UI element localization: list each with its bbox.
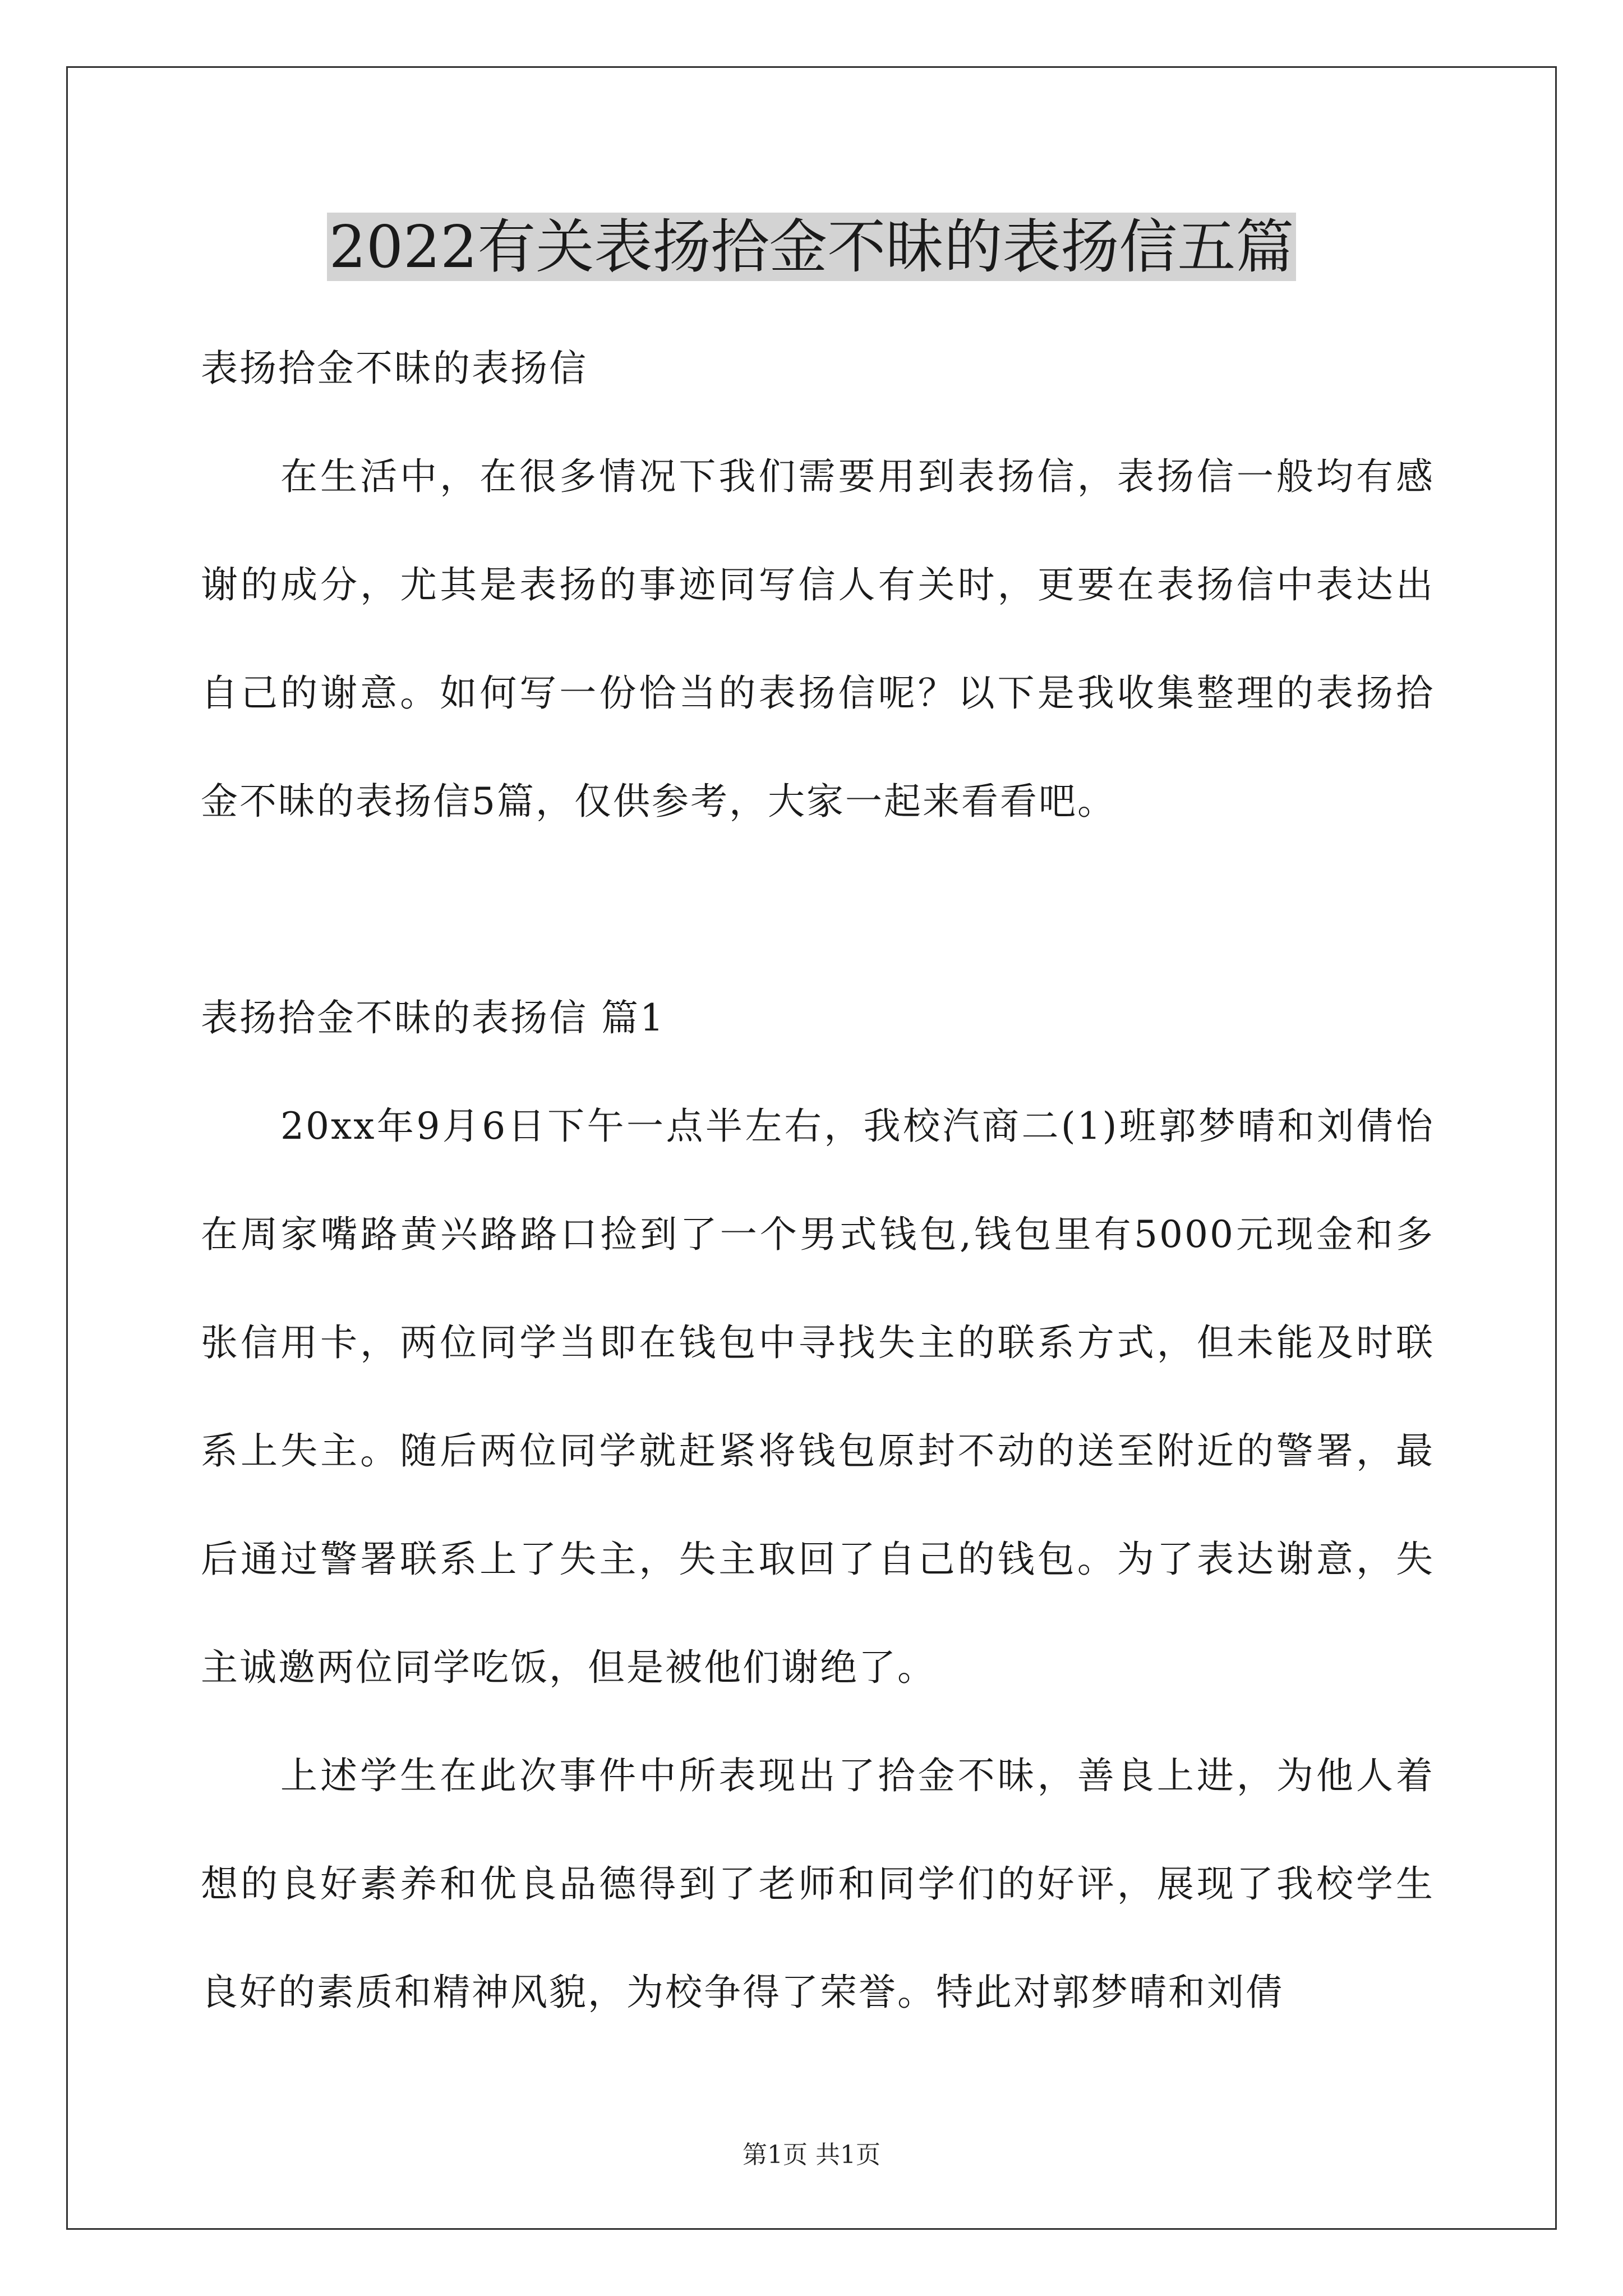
section1-heading: 表扬拾金不昧的表扬信 篇1 <box>201 996 665 1039</box>
intro-heading: 表扬拾金不昧的表扬信 <box>201 347 588 390</box>
document-body <box>201 314 1435 2046</box>
section1-paragraph-1: 20xx年9月6日下午一点半左右，我校汽商二(1)班郭梦晴和刘倩怡在周家嘴路黄兴路路口捡到了一个男式钱包,钱包里有5000元现金和多张信用卡，两位同学当即在钱包中寻找失主的联系方式，但未能及时联系上失主。随后两位同学就赶紧将钱包原封不动的送至附近的警署，最后通过警署联系上了失主，失主取回了自己的钱包。为了表达谢意，失主诚邀两位同学吃饭，但是被他们谢绝了。 <box>201 1105 1435 1689</box>
document-title <box>0 208 1623 286</box>
page-footer: 第1页 共1页 <box>743 2141 880 2169</box>
section1-paragraph-2: 上述学生在此次事件中所表现出了拾金不昧，善良上进，为他人着想的良好素养和优良品德得到了老师和同学们的好评，展现了我校学生良好的素质和精神风貌，为校争得了荣誉。特此对郭梦晴和刘倩 <box>201 1754 1435 2014</box>
section-spacer <box>201 855 1435 964</box>
title-text: 2022有关表扬拾金不昧的表扬信五篇 <box>327 213 1297 281</box>
intro-paragraph: 在生活中，在很多情况下我们需要用到表扬信，表扬信一般均有感谢的成分，尤其是表扬的事迹同写信人有关时，更要在表扬信中表达出自己的谢意。如何写一份恰当的表扬信呢？以下是我收集整理的表扬拾金不昧的表扬信5篇，仅供参考，大家一起来看看吧。 <box>201 455 1435 823</box>
